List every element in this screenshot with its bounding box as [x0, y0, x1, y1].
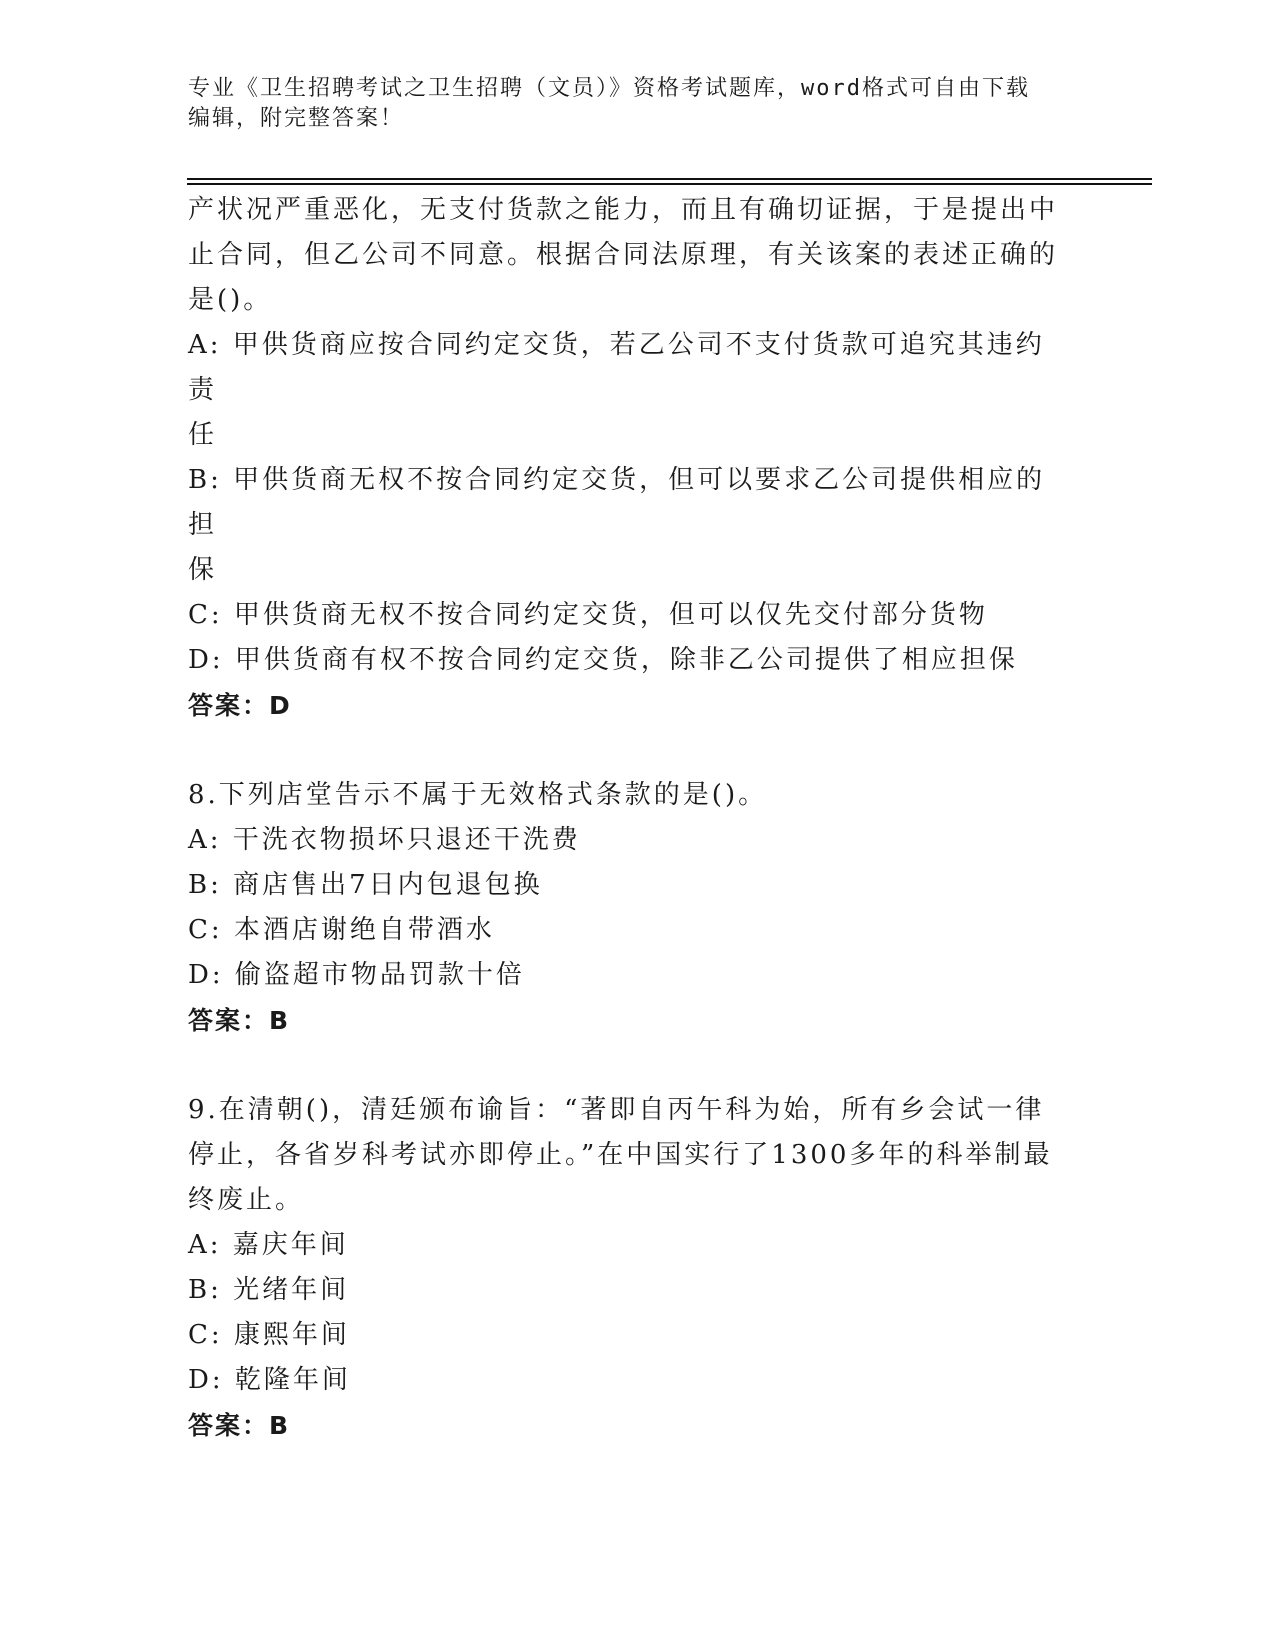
question-stem-line: 止合同，但乙公司不同意。根据合同法原理，有关该案的表述正确的 — [188, 240, 1059, 270]
spacer — [188, 728, 1068, 773]
question-stem-line: 8.下列店堂告示不属于无效格式条款的是()。 — [188, 780, 768, 810]
question-stem-line: 停止，各省岁科考试亦即停止。”在中国实行了1300多年的科举制最 — [188, 1140, 1053, 1170]
option-a: A: 嘉庆年间 — [188, 1230, 349, 1260]
answer: 答案：B — [188, 1411, 291, 1440]
option-c: C: 甲供货商无权不按合同约定交货，但可以仅先交付部分货物 — [188, 600, 988, 630]
header-divider-bottom — [187, 183, 1152, 185]
question-8 — [188, 773, 1068, 1043]
option-b: B: 光绪年间 — [188, 1275, 350, 1305]
option-a-continued: 任 — [188, 420, 218, 450]
header-divider-top — [187, 178, 1152, 180]
question-stem-line: 9.在清朝()，清廷颁布谕旨：“著即自丙午科为始，所有乡会试一律 — [188, 1095, 1045, 1125]
option-b: B: 商店售出7日内包退包换 — [188, 870, 543, 900]
spacer — [188, 1043, 1068, 1088]
question-stem-line: 是()。 — [188, 285, 273, 315]
option-d: D: 乾隆年间 — [188, 1365, 351, 1395]
option-c: C: 本酒店谢绝自带酒水 — [188, 915, 495, 945]
question-7 — [188, 188, 1068, 728]
header-line-1: 专业《卫生招聘考试之卫生招聘（文员）》资格考试题库，word格式可自由下载 — [188, 76, 1030, 101]
document-header — [188, 74, 1088, 134]
question-list — [188, 188, 1068, 1448]
option-d: D: 偷盗超市物品罚款十倍 — [188, 960, 525, 990]
question-stem-line: 终废止。 — [188, 1185, 305, 1215]
option-b-continued: 保 — [188, 555, 218, 585]
answer: 答案：B — [188, 1006, 291, 1035]
option-d: D: 甲供货商有权不按合同约定交货，除非乙公司提供了相应担保 — [188, 645, 1018, 675]
question-9 — [188, 1088, 1068, 1448]
option-a: A: 干洗衣物损坏只退还干洗费 — [188, 825, 581, 855]
option-a: A: 甲供货商应按合同约定交货，若乙公司不支付货款可追究其违约责 — [188, 330, 1045, 405]
answer: 答案：D — [188, 691, 292, 720]
question-stem-line: 产状况严重恶化，无支付货款之能力，而且有确切证据，于是提出中 — [188, 195, 1059, 225]
option-b: B: 甲供货商无权不按合同约定交货，但可以要求乙公司提供相应的担 — [188, 465, 1046, 540]
option-c: C: 康熙年间 — [188, 1320, 350, 1350]
header-line-2: 编辑，附完整答案！ — [188, 106, 405, 131]
